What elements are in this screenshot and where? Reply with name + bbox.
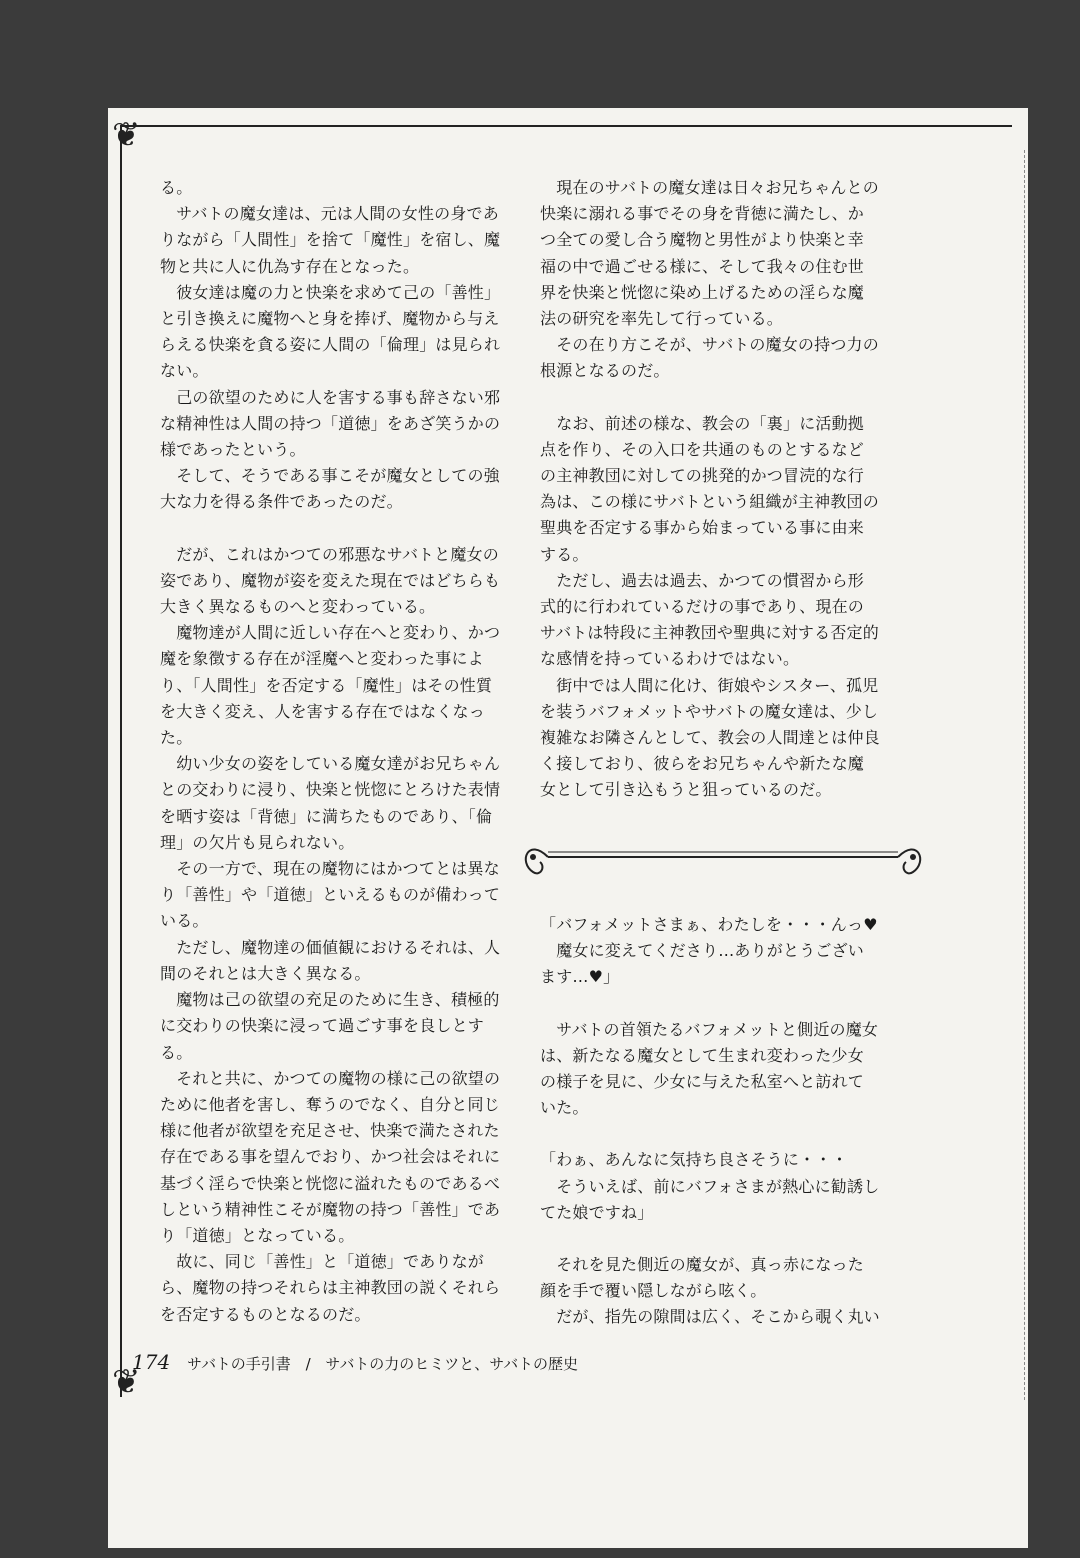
paragraph: 魔物は己の欲望の充足のために生き、積極的に交わりの快楽に浸って過ごす事を良しとする。 <box>160 990 500 1062</box>
paragraph: ただし、過去は過去、かつての慣習から形式的に行われているだけの事であり、現在のサバトは特段に主神教団や聖典に対する否定的な感情を持っているわけではない。 <box>540 570 879 669</box>
paragraph: その一方で、現在の魔物にはかつてとは異なり「善性」や「道徳」といえるものが備わっている。 <box>160 859 501 931</box>
paragraph: 魔物達が人間に近しい存在へと変わり、かつ魔を象徴する存在が淫魔へと変わった事により、「人間性」を否定する「魔性」はその性質を大きく変え、人を害する存在ではなくなった。 <box>160 623 501 748</box>
paragraph: 現在のサバトの魔女達は日々お兄ちゃんとの快楽に溺れる事でその身を背徳に満たし、かつ全ての愛し合う魔物と男性がより快楽と幸福の中で過ごせる様に、そして我々の住む世界を快楽と恍惚に染め上げるための淫らな魔法の研究を率先して行っている。 <box>540 178 879 329</box>
paragraph: なお、前述の様な、教会の「裏」に活動拠点を作り、その入口を共通のものとするなどの主神教団に対しての挑発的かつ冒涜的な行為は、この様にサバトという組織が主神教団の聖典を否定する事から始まっている事に由来する。 <box>540 413 879 564</box>
right-column-bottom <box>540 912 880 1331</box>
paragraph: だが、これはかつての邪悪なサバトと魔女の姿であり、魔物が姿を変えた現在ではどちらも大きく異なるものへと変わっている。 <box>160 544 501 617</box>
page-edge-marks <box>1012 150 1025 1400</box>
paragraph: 「バフォメットさまぁ、わたしを・・・んっ♥ <box>540 915 878 934</box>
left-column <box>160 175 505 1328</box>
footer-separator: / <box>305 1355 311 1373</box>
paragraph: サバトの魔女達は、元は人間の女性の身でありながら「人間性」を捨て「魔性」を宿し、魔物と共に人に仇為す存在となった。 <box>160 204 501 276</box>
paragraph: 幼い少女の姿をしている魔女達がお兄ちゃんとの交わりに浸り、快楽と恍惚にとろけた表情を晒す姿は「背徳」に満ちたものであり、「倫理」の欠片も見られない。 <box>160 754 501 852</box>
page-footer <box>132 1350 692 1374</box>
paragraph <box>540 385 880 411</box>
book-title: サバトの手引書 <box>186 1355 291 1373</box>
ornament-divider <box>518 832 928 882</box>
paragraph: 彼女達は魔の力と快楽を求めて己の「善性」と引き換えに魔物へと身を捧げ、魔物から与えらえる快楽を貪る姿に人間の「倫理」は見られない。 <box>160 282 501 381</box>
ornament-corner-top: ❦ <box>112 115 141 155</box>
paragraph: その在り方こそが、サバトの魔女の持つ力の根源となるのだ。 <box>540 335 879 381</box>
paragraph: サバトの首領たるバフォメットと側近の魔女は、新たなる魔女として生まれ変わった少女の様子を見に、少女に与えた私室へと訪れていた。 <box>540 1019 879 1118</box>
paragraph: る。 <box>160 178 193 197</box>
paragraph <box>540 1226 880 1252</box>
paragraph: 魔女に変えてくださり…ありがとうございます…♥」 <box>540 941 865 987</box>
paragraph: 故に、同じ「善性」と「道徳」でありながら、魔物の持つそれらは主神教団の説くそれらを否定するものとなるのだ。 <box>160 1252 501 1324</box>
ornament-corner-bottom: ❦ <box>112 1362 141 1402</box>
paragraph <box>160 516 505 542</box>
paragraph: それと共に、かつての魔物の様に己の欲望のために他者を害し、奪うのでなく、自分と同じ様に他者が欲望を充足させ、快楽で満たされた存在である事を望んでおり、かつ社会はそれに基づく淫らで快楽と恍惚に溢れたものであるべしという精神性こそが魔物の持つ「善性」であり「道徳」となっている。 <box>160 1068 501 1245</box>
paragraph: そして、そうである事こそが魔女としての強大な力を得る条件であったのだ。 <box>160 466 500 512</box>
paragraph: 己の欲望のために人を害する事も辞さない邪な精神性は人間の持つ「道徳」をあざ笑うかの様であったという。 <box>160 387 501 460</box>
paragraph <box>540 1121 880 1147</box>
paragraph: そういえば、前にバフォさまが熱心に勧誘してた娘ですね」 <box>540 1176 880 1222</box>
section-title: サバトの力のヒミツと、サバトの歴史 <box>325 1355 579 1373</box>
paragraph <box>540 991 880 1017</box>
paragraph: それを見た側近の魔女が、真っ赤になった顔を手で覆い隠しながら呟く。 <box>540 1255 865 1301</box>
page-number: 174 <box>132 1350 171 1374</box>
paragraph: 「わぁ、あんなに気持ち良さそうに・・・ <box>540 1150 848 1170</box>
paragraph: 街中では人間に化け、街娘やシスター、孤児を装うバフォメットやサバトの魔女達は、少し複雑なお隣さんとして、教会の人間達とは仲良く接しており、彼らをお兄ちゃんや新たな魔女として引き込もうと狙っているのだ。 <box>540 675 880 800</box>
paragraph: ただし、魔物達の価値観におけるそれは、人間のそれとは大きく異なる。 <box>160 937 501 983</box>
right-column-top <box>540 175 880 804</box>
paragraph: だが、指先の隙間は広く、そこから覗く丸い <box>540 1307 880 1327</box>
